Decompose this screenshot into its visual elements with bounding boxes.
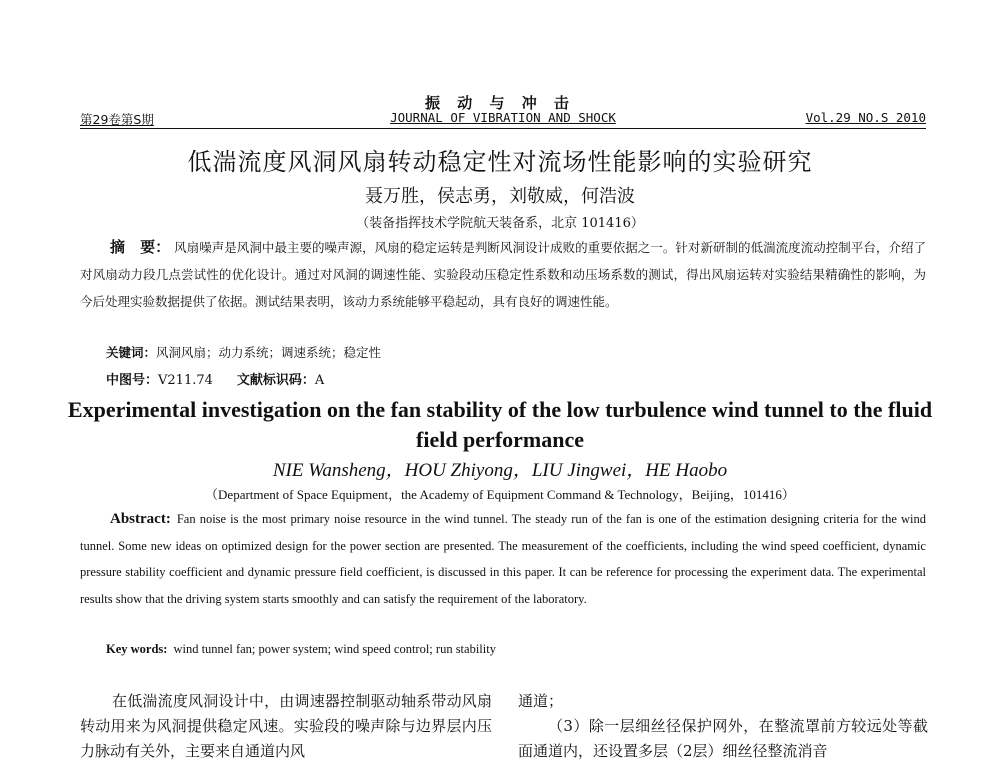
classification-codes xyxy=(106,369,324,388)
body-paragraph: 在低湍流度风洞设计中，由调速器控制驱动轴系带动风扇转动用来为风洞提供稳定风速。实验段的噪声除与边界层内压力脉动有关外，主要来自通道内风 xyxy=(80,692,492,760)
keywords-en xyxy=(106,642,496,657)
keywords-en-label: Key words: xyxy=(106,642,168,656)
abstract-en-text: Fan noise is the most primary noise resource in the wind tunnel. The steady run of the fan is one of the estimation designing criteria for the wind tunnel. Some new ideas on optimized design for the power section are presented. The measurement of the coefficients, including the wind speed coefficient, dynamic pressure stability coefficient and dynamic pressure field coefficient, is discussed in this paper. It can be reference for processing the experiment data. The experimental results show that the driving system starts smoothly and can satisfy the requirement of the laboratory. xyxy=(80,512,926,606)
abstract-en-label: Abstract: xyxy=(110,511,171,527)
abstract-en xyxy=(80,506,926,612)
body-paragraph: （3）除一层细丝径保护网外，在整流罩前方较远处等截面通道内，还设置多层（2层）细丝径整流消音 xyxy=(518,717,928,760)
body-line: 通道； xyxy=(518,692,564,710)
volume-issue-en: Vol.29 NO.S 2010 xyxy=(805,110,926,125)
keywords-en-text: wind tunnel fan; power system; wind speed control; run stability xyxy=(173,642,496,656)
affiliation-cn: （装备指挥技术学院航天装备系，北京 101416） xyxy=(356,216,644,231)
clc-value: V211.74 xyxy=(158,373,213,388)
abstract-cn-label: 摘 要： xyxy=(110,238,171,256)
affiliation-en: （Department of Space Equipment，the Academy of Equipment Command & Technology，Beijing，101416） xyxy=(205,487,795,502)
clc-label: 中图号： xyxy=(106,373,159,388)
paper-title-en: Experimental investigation on the fan stability of the low turbulence wind tunnel to the fluid field performance xyxy=(67,397,933,452)
paper-title-cn: 低湍流度风洞风扇转动稳定性对流场性能影响的实验研究 xyxy=(187,148,813,176)
doc-code-value: A xyxy=(314,373,325,388)
volume-issue-cn: 第29卷第S期 xyxy=(80,112,154,127)
keywords-cn xyxy=(106,343,381,361)
running-header xyxy=(80,110,926,129)
journal-name-cn: 振 动 与 冲 击 xyxy=(425,94,575,112)
authors-cn: 聂万胜，侯志勇，刘敬威，何浩波 xyxy=(365,186,635,207)
body-column-right xyxy=(518,689,928,764)
journal-name-en: JOURNAL OF VIBRATION AND SHOCK xyxy=(390,110,616,125)
body-column-left xyxy=(80,689,492,764)
keywords-cn-label: 关键词： xyxy=(106,345,157,360)
authors-en: NIE Wansheng，HOU Zhiyong，LIU Jingwei，HE Haobo xyxy=(272,460,728,481)
abstract-cn-text: 风扇噪声是风洞中最主要的噪声源，风扇的稳定运转是判断风洞设计成败的重要依据之一。针对新研制的低湍流度流动控制平台，介绍了对风扇动力段几点尝试性的优化设计。通过对风洞的调速性能、实验段动压稳定性系数和动压场系数的测试，得出风扇运转对实验结果精确性的影响，为今后处理实验数据提供了依据。测试结果表明，该动力系统能够平稳起动，具有良好的调速性能。 xyxy=(80,240,926,309)
doc-code-label: 文献标识码： xyxy=(236,373,315,388)
abstract-cn xyxy=(80,234,926,315)
keywords-cn-text: 风洞风扇；动力系统；调速系统；稳定性 xyxy=(156,345,382,360)
